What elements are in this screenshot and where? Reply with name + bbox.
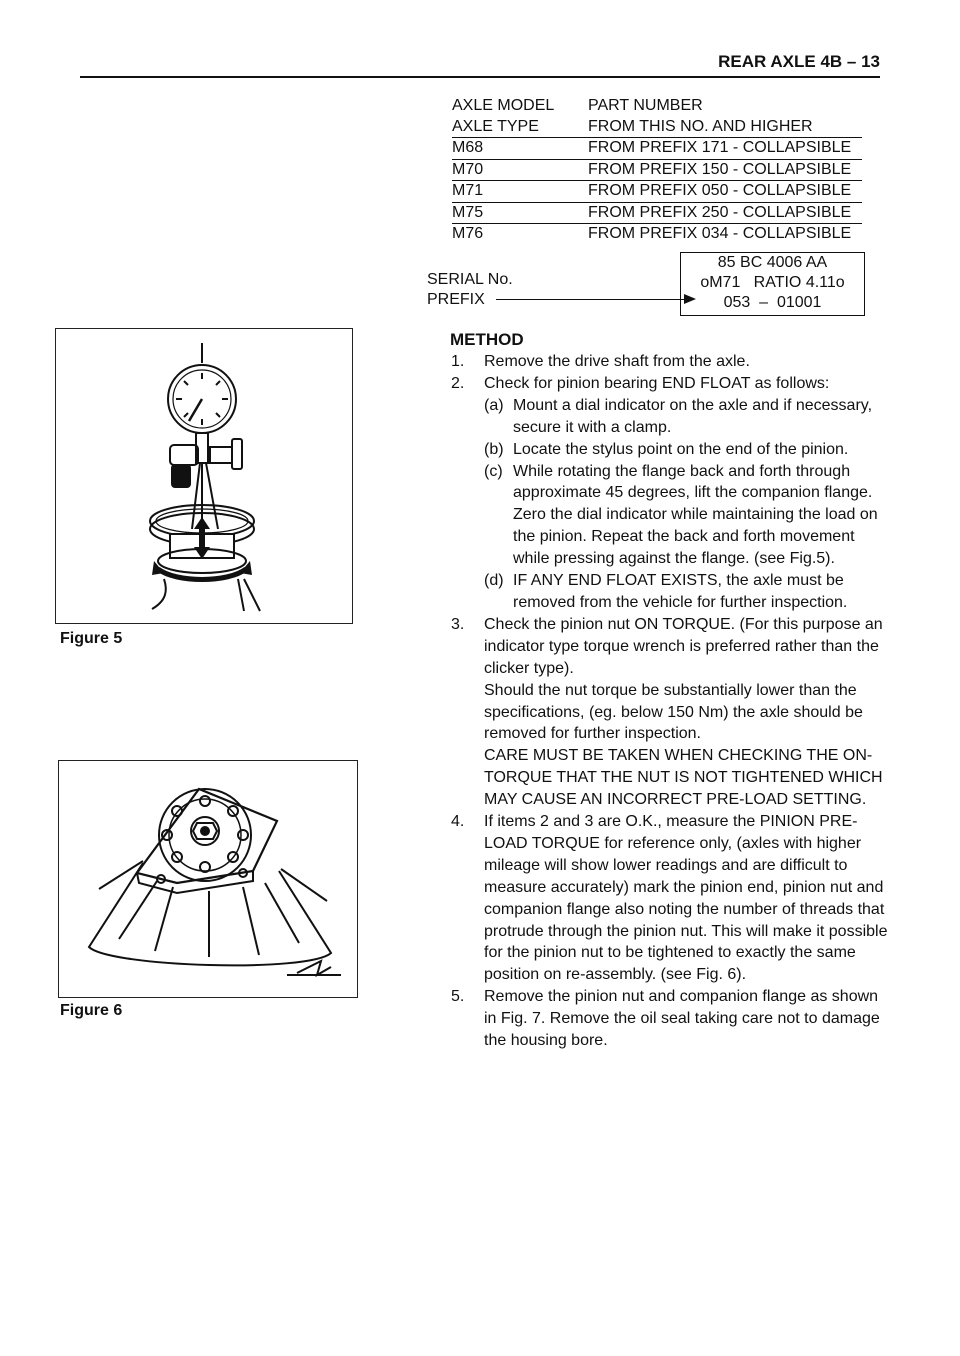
- serial-plate-line: 053 – 01001: [723, 294, 822, 311]
- figure-6-illustration: [58, 760, 358, 998]
- table-heading-cell: AXLE MODEL: [452, 97, 555, 114]
- item-warning: CARE MUST BE TAKEN WHEN CHECKING THE ON-TORQUE THAT THE NUT IS NOT TIGHTENED WHICH MAY CAUSE AN INCORRECT PRE-LOAD SETTING.: [484, 747, 883, 809]
- method-section: [450, 329, 890, 1052]
- sub-item-label: (a): [484, 396, 504, 414]
- sub-item: [450, 395, 890, 439]
- table-row: [452, 224, 862, 245]
- item-paragraph: Should the nut torque be substantially lower than the specifications, (eg. below 150 Nm) the axle should be removed for further inspection.: [484, 681, 863, 743]
- serial-plate-line: oM71 RATIO 4.11o: [700, 274, 845, 291]
- sub-item: [450, 439, 890, 461]
- sub-item-text: IF ANY END FLOAT EXISTS, the axle must be removed from the vehicle for further inspection.: [513, 572, 848, 611]
- figure-5-caption: Figure 5: [60, 630, 123, 647]
- axle-type-cell: M76: [452, 225, 484, 242]
- page-title: REAR AXLE 4B – 13: [718, 52, 880, 71]
- item-number: 3.: [451, 615, 465, 633]
- table-heading-row: [452, 96, 862, 117]
- part-number-cell: FROM PREFIX 034 - COLLAPSIBLE: [588, 225, 852, 242]
- list-item: [450, 811, 890, 986]
- item-text: Remove the pinion nut and companion flange as shown in Fig. 7. Remove the oil seal taking care not to damage the housing bore.: [484, 988, 880, 1050]
- sub-item-text: Mount a dial indicator on the axle and if necessary, secure it with a clamp.: [513, 396, 873, 436]
- table-row: [452, 138, 862, 160]
- method-title: METHOD: [450, 330, 524, 349]
- item-text: Check for pinion bearing END FLOAT as follows:: [484, 374, 830, 392]
- serial-plate-line: 85 BC 4006 AA: [717, 254, 828, 271]
- prefix-label: PREFIX: [427, 291, 485, 308]
- list-item: [450, 373, 890, 395]
- item-number: 2.: [451, 374, 465, 392]
- table-heading-cell: AXLE TYPE: [452, 117, 539, 135]
- companion-flange-drawing: [59, 761, 357, 997]
- table-heading-row: [452, 117, 862, 139]
- table-heading-cell: PART NUMBER: [588, 97, 703, 114]
- item-text: Remove the drive shaft from the axle.: [484, 353, 750, 370]
- sub-item-label: (d): [484, 572, 504, 590]
- part-number-cell: FROM PREFIX 171 - COLLAPSIBLE: [588, 139, 852, 156]
- sub-item-label: (b): [484, 440, 504, 458]
- serial-no-label: SERIAL No.: [427, 271, 513, 288]
- part-number-cell: FROM PREFIX 050 - COLLAPSIBLE: [588, 182, 852, 199]
- axle-type-cell: M75: [452, 203, 484, 221]
- axle-type-cell: M68: [452, 139, 484, 156]
- list-item: [450, 986, 890, 1052]
- figure-5-illustration: [55, 328, 353, 624]
- sub-item-text: While rotating the flange back and forth through approximate 45 degrees, lift the companion flange. Zero the dial indicator while maintaining the load on the pinion. Repeat the back and forth movement while pressing against the flange. (see Fig.5).: [513, 462, 878, 568]
- page-header: [80, 52, 880, 78]
- sub-item-text: Locate the stylus point on the end of the pinion.: [513, 440, 849, 458]
- sub-item: [450, 461, 890, 571]
- table-row: [452, 181, 862, 203]
- item-number: 1.: [451, 353, 465, 370]
- serial-plate: [680, 252, 865, 316]
- sub-item-label: (c): [484, 462, 503, 480]
- axle-type-cell: M71: [452, 182, 484, 199]
- table-row: [452, 160, 862, 182]
- list-item: [450, 351, 890, 373]
- sub-item: [450, 570, 890, 614]
- table-row: [452, 203, 862, 225]
- item-number: 4.: [451, 813, 465, 831]
- axle-model-table: [452, 96, 862, 245]
- dial-indicator-drawing: [56, 329, 352, 623]
- serial-label: [427, 270, 513, 310]
- item-text: If items 2 and 3 are O.K., measure the PINION PRE-LOAD TORQUE for reference only, (axles with higher mileage will show lower readings and are difficult to measure accurately) mark the pinion end, pinion nut and companion flange also noting the number of threads that protrude through the pinion nut. This will make it possible for the pinion nut to be tightened to exactly the same position on re-assembly. (see Fig. 6).: [484, 813, 888, 984]
- item-number: 5.: [451, 988, 465, 1006]
- item-text: Check the pinion nut ON TORQUE. (For this purpose an indicator type torque wrench is preferred rather than the clicker type).: [484, 615, 883, 677]
- part-number-cell: FROM PREFIX 250 - COLLAPSIBLE: [588, 203, 852, 221]
- part-number-cell: FROM PREFIX 150 - COLLAPSIBLE: [588, 160, 852, 178]
- axle-type-cell: M70: [452, 160, 484, 178]
- table-heading-cell: FROM THIS NO. AND HIGHER: [588, 117, 813, 135]
- list-item: [450, 614, 890, 811]
- prefix-pointer-line: [496, 299, 686, 300]
- figure-6-caption: Figure 6: [60, 1002, 123, 1019]
